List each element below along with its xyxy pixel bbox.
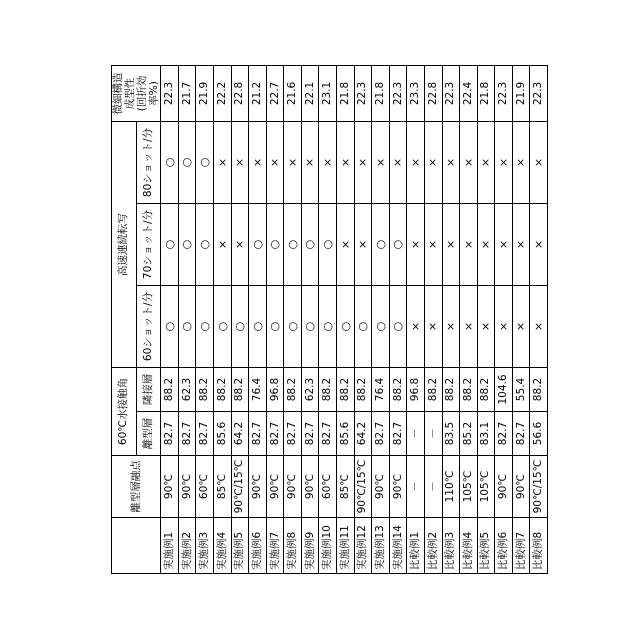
cell-80-shots: × xyxy=(354,121,372,203)
table-row xyxy=(249,65,267,573)
cell-adjacent-angle: 88.2 xyxy=(424,368,442,412)
cell-melting-point: 90℃/15℃ xyxy=(354,456,372,518)
header-contact-angle: 60℃水接触角 xyxy=(112,368,137,456)
cell-melting-point: 90℃ xyxy=(389,456,407,518)
cell-diffraction-efficiency: 22.3 xyxy=(530,65,548,121)
cell-melting-point: 90℃ xyxy=(495,456,513,518)
cell-sample-name: 比較例6 xyxy=(495,518,513,574)
cell-70-shots: ○ xyxy=(196,204,214,286)
cell-60-shots: × xyxy=(512,286,530,368)
results-table xyxy=(111,65,548,574)
cell-diffraction-efficiency: 22.2 xyxy=(213,65,231,121)
cell-adjacent-angle: 62.3 xyxy=(178,368,196,412)
cell-70-shots: ○ xyxy=(266,204,284,286)
cell-melting-point: 90℃/15℃ xyxy=(530,456,548,518)
cell-adjacent-angle: 88.2 xyxy=(337,368,355,412)
cell-diffraction-efficiency: 22.3 xyxy=(161,65,179,121)
cell-adjacent-angle: 88.2 xyxy=(477,368,495,412)
cell-80-shots: × xyxy=(266,121,284,203)
cell-adjacent-angle: 88.2 xyxy=(319,368,337,412)
cell-80-shots: × xyxy=(512,121,530,203)
cell-diffraction-efficiency: 23.3 xyxy=(407,65,425,121)
cell-60-shots: × xyxy=(424,286,442,368)
cell-release-angle: 82.7 xyxy=(301,412,319,456)
cell-melting-point: 90℃ xyxy=(301,456,319,518)
cell-melting-point: 90℃ xyxy=(249,456,267,518)
cell-diffraction-efficiency: 21.2 xyxy=(249,65,267,121)
cell-release-angle: 83.5 xyxy=(442,412,460,456)
cell-70-shots: × xyxy=(530,204,548,286)
cell-80-shots: × xyxy=(284,121,302,203)
cell-melting-point: 90℃ xyxy=(161,456,179,518)
cell-adjacent-angle: 88.2 xyxy=(231,368,249,412)
cell-release-angle: 82.7 xyxy=(389,412,407,456)
header-60-shots: 60ショット/分 xyxy=(136,286,161,368)
cell-60-shots: ○ xyxy=(196,286,214,368)
cell-70-shots: ○ xyxy=(301,204,319,286)
cell-70-shots: ○ xyxy=(319,204,337,286)
cell-melting-point: 90℃/15℃ xyxy=(231,456,249,518)
table-row xyxy=(407,65,425,573)
cell-adjacent-angle: 88.2 xyxy=(161,368,179,412)
cell-60-shots: ○ xyxy=(161,286,179,368)
cell-melting-point: 60℃ xyxy=(319,456,337,518)
cell-release-angle: 82.7 xyxy=(319,412,337,456)
cell-melting-point: 105℃ xyxy=(460,456,478,518)
cell-80-shots: × xyxy=(442,121,460,203)
cell-80-shots: × xyxy=(213,121,231,203)
cell-sample-name: 実施例13 xyxy=(372,518,390,574)
table-row xyxy=(196,65,214,573)
cell-sample-name: 実施例10 xyxy=(319,518,337,574)
cell-70-shots: × xyxy=(460,204,478,286)
header-fine-structure-title: 微細構造成型性 xyxy=(112,72,136,114)
cell-sample-name: 比較例3 xyxy=(442,518,460,574)
cell-80-shots: × xyxy=(495,121,513,203)
cell-diffraction-efficiency: 22.7 xyxy=(266,65,284,121)
cell-adjacent-angle: 88.2 xyxy=(442,368,460,412)
header-fine-structure-sub: (回折効率%) xyxy=(136,76,160,112)
cell-sample-name: 実施例9 xyxy=(301,518,319,574)
cell-release-angle: 82.7 xyxy=(249,412,267,456)
header-80-shots: 80ショット/分 xyxy=(136,121,161,203)
cell-70-shots: × xyxy=(495,204,513,286)
cell-60-shots: ○ xyxy=(266,286,284,368)
table-row xyxy=(301,65,319,573)
header-release-layer: 離型層 xyxy=(136,412,161,456)
cell-release-angle: 85.2 xyxy=(460,412,478,456)
cell-sample-name: 実施例7 xyxy=(266,518,284,574)
cell-release-angle: 82.7 xyxy=(161,412,179,456)
cell-release-angle: 85.6 xyxy=(337,412,355,456)
cell-sample-name: 比較例7 xyxy=(512,518,530,574)
cell-sample-name: 実施例14 xyxy=(389,518,407,574)
header-melting-point: 離型層融点 xyxy=(112,456,161,518)
cell-70-shots: × xyxy=(407,204,425,286)
cell-80-shots: × xyxy=(337,121,355,203)
cell-sample-name: 実施例3 xyxy=(196,518,214,574)
cell-diffraction-efficiency: 21.9 xyxy=(196,65,214,121)
cell-60-shots: × xyxy=(407,286,425,368)
table-row xyxy=(161,65,179,573)
cell-release-angle: 64.2 xyxy=(231,412,249,456)
cell-adjacent-angle: 76.4 xyxy=(372,368,390,412)
cell-sample-name: 比較例1 xyxy=(407,518,425,574)
cell-80-shots: ○ xyxy=(196,121,214,203)
cell-70-shots: ○ xyxy=(284,204,302,286)
cell-70-shots: × xyxy=(337,204,355,286)
cell-60-shots: ○ xyxy=(354,286,372,368)
cell-melting-point: 60℃ xyxy=(196,456,214,518)
cell-sample-name: 実施例12 xyxy=(354,518,372,574)
cell-80-shots: × xyxy=(301,121,319,203)
table-header xyxy=(112,65,161,573)
cell-adjacent-angle: 96.8 xyxy=(266,368,284,412)
cell-release-angle: 82.7 xyxy=(266,412,284,456)
cell-adjacent-angle: 88.2 xyxy=(530,368,548,412)
cell-70-shots: × xyxy=(231,204,249,286)
cell-release-angle: 82.7 xyxy=(196,412,214,456)
cell-60-shots: ○ xyxy=(178,286,196,368)
cell-70-shots: ○ xyxy=(161,204,179,286)
cell-60-shots: ○ xyxy=(389,286,407,368)
cell-80-shots: ○ xyxy=(178,121,196,203)
table-row xyxy=(530,65,548,573)
table-row xyxy=(319,65,337,573)
cell-release-angle: 82.7 xyxy=(178,412,196,456)
cell-diffraction-efficiency: 22.4 xyxy=(460,65,478,121)
cell-adjacent-angle: 88.2 xyxy=(460,368,478,412)
cell-release-angle: 82.7 xyxy=(372,412,390,456)
table-row xyxy=(512,65,530,573)
cell-melting-point: 85℃ xyxy=(337,456,355,518)
cell-diffraction-efficiency: 21.8 xyxy=(337,65,355,121)
cell-melting-point: 90℃ xyxy=(372,456,390,518)
table-row xyxy=(495,65,513,573)
cell-release-angle: 83.1 xyxy=(477,412,495,456)
table-row xyxy=(284,65,302,573)
cell-60-shots: ○ xyxy=(249,286,267,368)
cell-diffraction-efficiency: 23.1 xyxy=(319,65,337,121)
table-row xyxy=(460,65,478,573)
header-sample-blank xyxy=(112,518,161,574)
cell-sample-name: 比較例8 xyxy=(530,518,548,574)
cell-sample-name: 実施例1 xyxy=(161,518,179,574)
cell-diffraction-efficiency: 22.3 xyxy=(442,65,460,121)
cell-80-shots: × xyxy=(249,121,267,203)
cell-sample-name: 実施例11 xyxy=(337,518,355,574)
cell-80-shots: × xyxy=(231,121,249,203)
cell-sample-name: 実施例4 xyxy=(213,518,231,574)
header-70-shots: 70ショット/分 xyxy=(136,204,161,286)
cell-sample-name: 実施例2 xyxy=(178,518,196,574)
cell-adjacent-angle: 88.2 xyxy=(354,368,372,412)
cell-melting-point: 110℃ xyxy=(442,456,460,518)
cell-60-shots: ○ xyxy=(337,286,355,368)
cell-diffraction-efficiency: 21.8 xyxy=(477,65,495,121)
cell-sample-name: 比較例5 xyxy=(477,518,495,574)
cell-adjacent-angle: 88.2 xyxy=(389,368,407,412)
cell-release-angle: 82.7 xyxy=(495,412,513,456)
cell-release-angle: － xyxy=(407,412,425,456)
cell-70-shots: × xyxy=(354,204,372,286)
cell-melting-point: 90℃ xyxy=(512,456,530,518)
cell-80-shots: × xyxy=(530,121,548,203)
cell-melting-point: － xyxy=(424,456,442,518)
cell-70-shots: × xyxy=(512,204,530,286)
cell-60-shots: × xyxy=(495,286,513,368)
cell-sample-name: 実施例5 xyxy=(231,518,249,574)
cell-60-shots: ○ xyxy=(372,286,390,368)
cell-diffraction-efficiency: 22.8 xyxy=(424,65,442,121)
cell-melting-point: － xyxy=(407,456,425,518)
cell-70-shots: × xyxy=(477,204,495,286)
cell-60-shots: ○ xyxy=(319,286,337,368)
table-row xyxy=(477,65,495,573)
cell-adjacent-angle: 55.4 xyxy=(512,368,530,412)
cell-70-shots: × xyxy=(213,204,231,286)
cell-60-shots: ○ xyxy=(213,286,231,368)
cell-adjacent-angle: 62.3 xyxy=(301,368,319,412)
cell-80-shots: × xyxy=(460,121,478,203)
cell-adjacent-angle: 104.6 xyxy=(495,368,513,412)
cell-release-angle: 56.6 xyxy=(530,412,548,456)
table-row xyxy=(372,65,390,573)
cell-80-shots: × xyxy=(372,121,390,203)
cell-diffraction-efficiency: 21.7 xyxy=(178,65,196,121)
cell-release-angle: 64.2 xyxy=(354,412,372,456)
cell-diffraction-efficiency: 22.3 xyxy=(495,65,513,121)
cell-80-shots: × xyxy=(424,121,442,203)
header-adjacent-layer: 隣接層 xyxy=(136,368,161,412)
cell-diffraction-efficiency: 22.3 xyxy=(354,65,372,121)
header-transfer: 高速連続転写 xyxy=(112,121,137,367)
cell-adjacent-angle: 88.2 xyxy=(284,368,302,412)
cell-70-shots: ○ xyxy=(372,204,390,286)
cell-60-shots: × xyxy=(530,286,548,368)
cell-70-shots: ○ xyxy=(178,204,196,286)
cell-release-angle: 82.7 xyxy=(512,412,530,456)
cell-diffraction-efficiency: 21.6 xyxy=(284,65,302,121)
cell-melting-point: 90℃ xyxy=(266,456,284,518)
header-fine-structure xyxy=(112,65,161,121)
cell-60-shots: × xyxy=(442,286,460,368)
cell-80-shots: ○ xyxy=(161,121,179,203)
cell-60-shots: × xyxy=(460,286,478,368)
cell-adjacent-angle: 96.8 xyxy=(407,368,425,412)
cell-melting-point: 85℃ xyxy=(213,456,231,518)
cell-70-shots: × xyxy=(442,204,460,286)
table-row xyxy=(424,65,442,573)
cell-80-shots: × xyxy=(319,121,337,203)
table-row xyxy=(337,65,355,573)
table-row xyxy=(178,65,196,573)
cell-60-shots: ○ xyxy=(284,286,302,368)
table-row xyxy=(389,65,407,573)
cell-sample-name: 実施例6 xyxy=(249,518,267,574)
cell-adjacent-angle: 76.4 xyxy=(249,368,267,412)
cell-diffraction-efficiency: 22.1 xyxy=(301,65,319,121)
cell-melting-point: 90℃ xyxy=(178,456,196,518)
table-row xyxy=(231,65,249,573)
cell-80-shots: × xyxy=(477,121,495,203)
cell-release-angle: － xyxy=(424,412,442,456)
cell-sample-name: 実施例8 xyxy=(284,518,302,574)
cell-60-shots: × xyxy=(477,286,495,368)
cell-melting-point: 105℃ xyxy=(477,456,495,518)
table-row xyxy=(442,65,460,573)
cell-60-shots: ○ xyxy=(301,286,319,368)
rotated-table-page xyxy=(111,66,529,574)
table-row xyxy=(354,65,372,573)
cell-diffraction-efficiency: 22.3 xyxy=(389,65,407,121)
cell-70-shots: ○ xyxy=(249,204,267,286)
cell-60-shots: ○ xyxy=(231,286,249,368)
cell-adjacent-angle: 88.2 xyxy=(196,368,214,412)
cell-diffraction-efficiency: 22.8 xyxy=(231,65,249,121)
cell-70-shots: ○ xyxy=(389,204,407,286)
cell-70-shots: × xyxy=(424,204,442,286)
cell-release-angle: 82.7 xyxy=(284,412,302,456)
cell-80-shots: × xyxy=(407,121,425,203)
cell-sample-name: 比較例2 xyxy=(424,518,442,574)
cell-diffraction-efficiency: 21.8 xyxy=(372,65,390,121)
cell-diffraction-efficiency: 21.9 xyxy=(512,65,530,121)
cell-80-shots: × xyxy=(389,121,407,203)
cell-adjacent-angle: 88.2 xyxy=(213,368,231,412)
table-row xyxy=(213,65,231,573)
table-row xyxy=(266,65,284,573)
table-body xyxy=(161,65,548,573)
cell-sample-name: 比較例4 xyxy=(460,518,478,574)
cell-release-angle: 85.6 xyxy=(213,412,231,456)
cell-melting-point: 90℃ xyxy=(284,456,302,518)
